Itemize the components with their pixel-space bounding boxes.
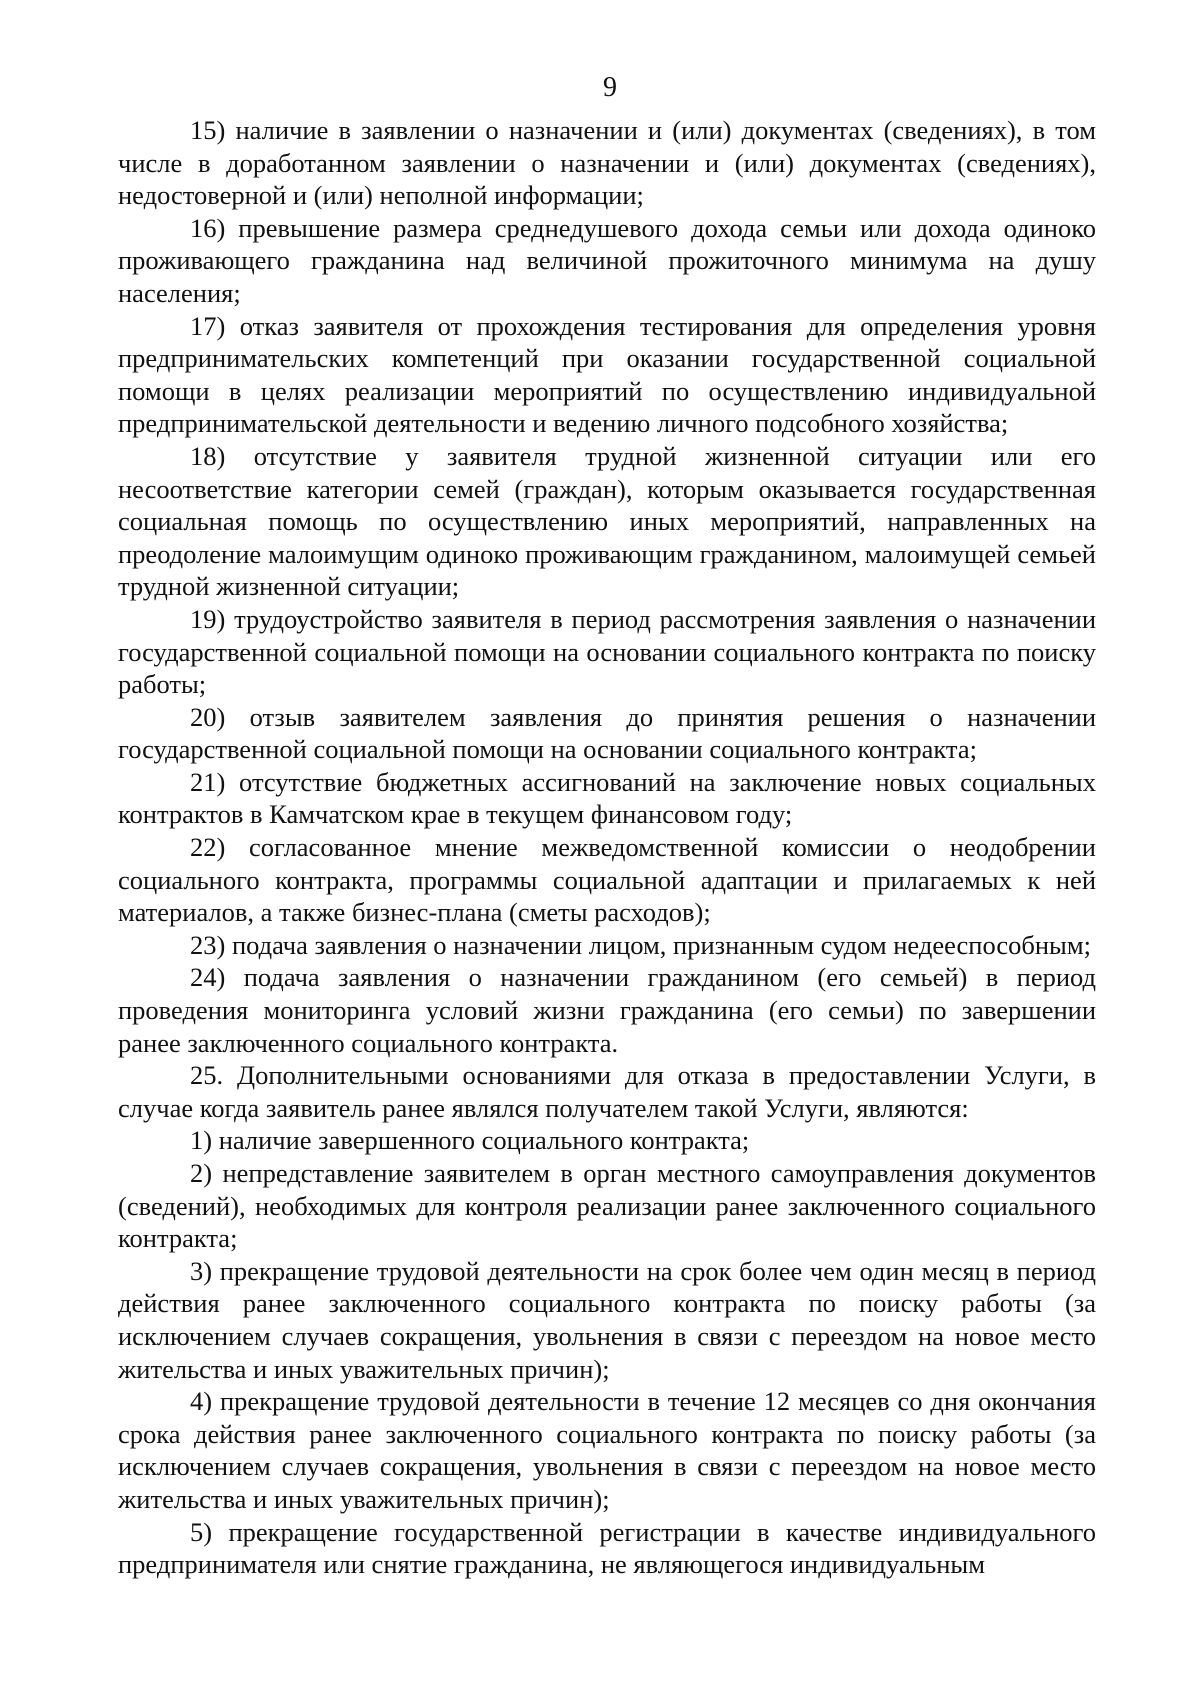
list-item-16: 16) превышение размера среднедушевого дохода семьи или дохода одиноко проживающего гражданина над величиной прожиточного минимума на душу населения;	[118, 212, 1096, 308]
list-item-24: 24) подача заявления о назначении гражданином (его семьей) в период проведения мониторинга условий жизни гражданина (его семьи) по завершении ранее заключенного социального контракта.	[118, 962, 1096, 1058]
list-item-17: 17) отказ заявителя от прохождения тестирования для определения уровня предпринимательских компетенций при оказании государственной социальной помощи в целях реализации мероприятий по осуществлению индивидуальной предпринимательской деятельности и ведению личного подсобного хозяйства;	[118, 310, 1096, 439]
sublist-item-1: 1) наличие завершенного социального контракта;	[190, 1125, 750, 1156]
list-item-18: 18) отсутствие у заявителя трудной жизненной ситуации или его несоответствие категории семей (граждан), которым оказывается государственная социальная помощь по осуществлению иных мероприятий, направленных на преодоление малоимущим одиноко проживающим гражданином, малоимущей семьей трудной жизненной ситуации;	[118, 440, 1096, 602]
page-number: 9	[603, 72, 617, 103]
list-item-21: 21) отсутствие бюджетных ассигнований на заключение новых социальных контрактов в Камчатском крае в текущем финансовом году;	[118, 766, 1096, 830]
list-item-20: 20) отзыв заявителем заявления до принятия решения о назначении государственной социальной помощи на основании социального контракта;	[118, 701, 1096, 765]
list-item-19: 19) трудоустройство заявителя в период рассмотрения заявления о назначении государственной социальной помощи на основании социального контракта по поиску работы;	[118, 603, 1096, 700]
sublist-item-3: 3) прекращение трудовой деятельности на срок более чем один месяц в период действия ранее заключенного социального контракта по поиску работы (за исключением случаев сокращения, увольнения в связи с переездом на новое место жительства и иных уважительных причин);	[118, 1255, 1096, 1384]
section-25-intro: 25. Дополнительными основаниями для отказа в предоставлении Услуги, в случае когда заявитель ранее являлся получателем такой Услуги, являются:	[118, 1060, 1096, 1123]
document-body	[118, 114, 1096, 1581]
sublist-item-5: 5) прекращение государственной регистрации в качестве индивидуального предпринимателя или снятие гражданина, не являющегося индивидуальным	[118, 1516, 1096, 1580]
list-item-22: 22) согласованное мнение межведомственной комиссии о неодобрении социального контракта, программы социальной адаптации и прилагаемых к ней материалов, а также бизнес-плана (сметы расходов);	[118, 832, 1096, 928]
list-item-15: 15) наличие в заявлении о назначении и (или) документах (сведениях), в том числе в доработанном заявлении о назначении и (или) документах (сведениях), недостоверной и (или) неполной информации;	[118, 115, 1096, 211]
list-item-23: 23) подача заявления о назначении лицом, признанным судом недееспособным;	[190, 929, 1091, 960]
sublist-item-4: 4) прекращение трудовой деятельности в течение 12 месяцев со дня окончания срока действия ранее заключенного социального контракта по поиску работы (за исключением случаев сокращения, увольнения в связи с переездом на новое место жительства и иных уважительных причин);	[118, 1386, 1096, 1514]
sublist-item-2: 2) непредставление заявителем в орган местного самоуправления документов (сведений), необходимых для контроля реализации ранее заключенного социального контракта;	[118, 1158, 1096, 1254]
